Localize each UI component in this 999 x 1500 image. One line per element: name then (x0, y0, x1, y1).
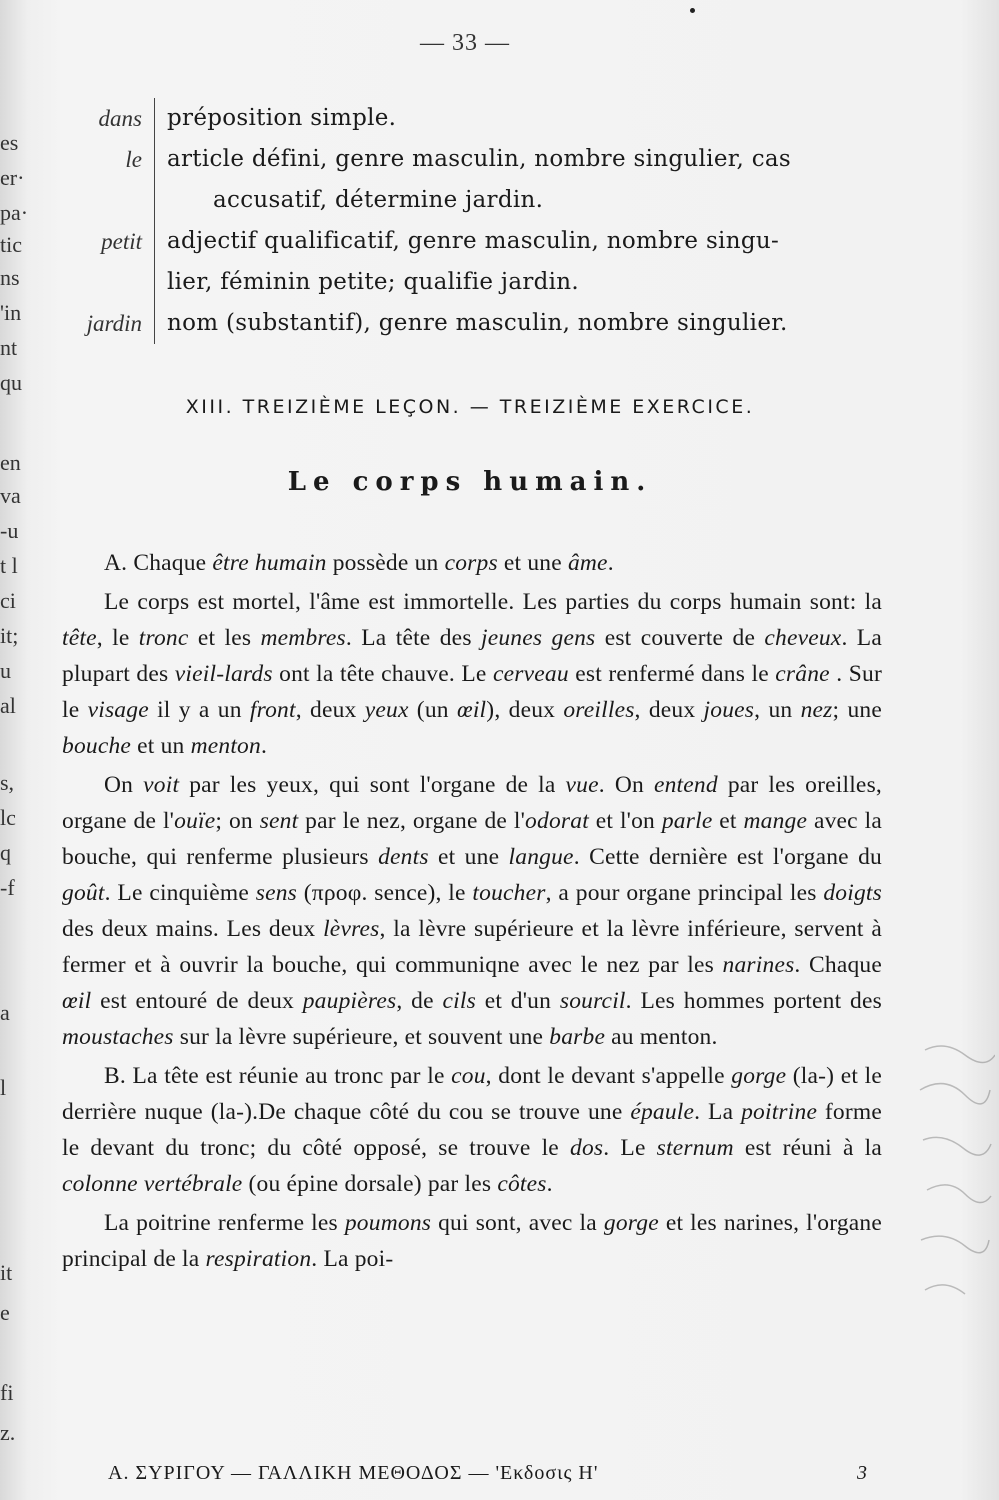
vocabulary-term: cils (442, 988, 476, 1014)
text-segment: des deux mains. Les deux (62, 916, 324, 942)
text-segment: il y a un (148, 697, 250, 723)
vocabulary-term: voit (143, 772, 180, 798)
page-number: — 33 — (420, 30, 510, 56)
edge-fragment: en (0, 450, 21, 475)
vocabulary-term: narines (722, 952, 795, 978)
paragraph-b-trunk (62, 1058, 882, 1202)
edge-fragment: al (0, 693, 16, 718)
text-segment: sur la lèvre supérieure, et souvent une (173, 1024, 550, 1050)
vocabulary-term: oreilles (563, 697, 635, 723)
text-segment: , a pour organe principal les (545, 880, 824, 906)
analysis-row (52, 221, 892, 262)
vocabulary-term: vieil-lards (174, 661, 273, 687)
text-segment: . Les hommes portent des (625, 988, 882, 1014)
text-segment: , dont le devant s'appelle (485, 1063, 732, 1089)
text-segment: . La (694, 1099, 742, 1125)
analysis-description-text: lier, féminin petite; qualifie jardin. (167, 269, 580, 295)
edge-fragment: t l (0, 553, 18, 578)
text-segment: et l'on (588, 808, 662, 834)
text-segment: . (260, 733, 268, 759)
text-segment: (la-) et le derrière nuque (la-).De chaque côté du cou se trouve une (62, 1063, 882, 1125)
vocabulary-term: doigts (823, 880, 882, 906)
text-segment: . Le (603, 1135, 657, 1161)
vocabulary-term: menton (190, 733, 261, 759)
analysis-description-text: préposition simple. (167, 105, 397, 131)
vocabulary-term: œil (456, 697, 487, 723)
edge-fragment: -u (0, 518, 19, 543)
analysis-word (52, 262, 155, 303)
vocabulary-term: œil (62, 988, 92, 1014)
vocabulary-term: cheveux (764, 625, 842, 651)
text-segment: est couverte de (595, 625, 765, 651)
analysis-description-text: article défini, genre masculin, nombre singulier, cas (167, 146, 792, 172)
vocabulary-term: gorge (731, 1063, 787, 1089)
vocabulary-term: poitrine (741, 1099, 818, 1125)
text-segment: est entouré de deux (91, 988, 303, 1014)
vocabulary-term: tête (62, 625, 97, 651)
text-segment: . (546, 1171, 553, 1197)
vocabulary-term: moustaches (62, 1024, 174, 1050)
vocabulary-term: langue (508, 844, 574, 870)
vocabulary-term: barbe (549, 1024, 606, 1050)
text-segment: . Sur le (62, 661, 882, 723)
lesson-heading: XIII. TREIZIÈME LEÇON. — TREIZIÈME EXERCICE. (185, 396, 755, 418)
text-segment: ), deux (486, 697, 564, 723)
text-segment: . Le cinquième (104, 880, 256, 906)
vocabulary-term: parle (661, 808, 713, 834)
edge-fragment: s, (0, 770, 15, 795)
vocabulary-term: visage (87, 697, 149, 723)
edge-fragment: a (0, 1000, 10, 1025)
vocabulary-term: être humain (212, 550, 327, 576)
text-segment: est renfermé dans le (568, 661, 776, 687)
edge-fragment: ci (0, 588, 16, 613)
edge-fragment: tic (0, 232, 22, 257)
text-segment: On (104, 772, 144, 798)
vocabulary-term: front (249, 697, 296, 723)
footer-publisher: Α. ΣΥΡΙΓΟΥ — ΓΑΛΛΙΚΗ ΜΕΘΟΔΟΣ — 'Εκδοσις Η' (108, 1462, 599, 1484)
text-segment: . La tête des (345, 625, 481, 651)
text-segment: . La poi- (311, 1246, 394, 1272)
vocabulary-term: crâne (775, 661, 830, 687)
section-title: Le corps humain. (287, 467, 653, 497)
grammatical-analysis-table (52, 98, 892, 344)
edge-fragment: it; (0, 623, 19, 648)
vocabulary-term: sent (259, 808, 299, 834)
edge-fragment: e (0, 1300, 10, 1325)
text-segment: (ou épine dorsale) par les (242, 1171, 498, 1197)
vocabulary-term: sourcil (559, 988, 626, 1014)
text-segment: , deux (295, 697, 365, 723)
text-segment: par les oreilles, organe de l' (62, 772, 882, 834)
vocabulary-term: membres (260, 625, 346, 651)
vocabulary-term: cerveau (493, 661, 569, 687)
analysis-row (52, 262, 892, 303)
edge-fragment: 'in (0, 300, 22, 325)
vocabulary-term: vue (565, 772, 599, 798)
text-segment: par les yeux, qui sont l'organe de la (179, 772, 566, 798)
edge-fragment: va (0, 483, 21, 508)
text-segment: et un (131, 733, 191, 759)
vocabulary-term: nez (800, 697, 833, 723)
ink-dot (690, 8, 695, 13)
text-segment: , un (754, 697, 801, 723)
vocabulary-term: dents (378, 844, 429, 870)
edge-fragment: es (0, 130, 19, 155)
text-segment: ; on (215, 808, 260, 834)
text-segment: au menton. (605, 1024, 718, 1050)
text-segment: . La plupart des (62, 625, 882, 687)
vocabulary-term: jeunes gens (480, 625, 596, 651)
vocabulary-term: yeux (364, 697, 409, 723)
text-segment: Le corps est mortel, l'âme est immortelle. Les parties du corps humain sont: la (104, 589, 882, 615)
vocabulary-term: corps (444, 550, 498, 576)
vocabulary-term: gorge (603, 1210, 659, 1236)
text-segment: , de (396, 988, 443, 1014)
analysis-word: jardin (52, 303, 155, 344)
analysis-description (155, 262, 892, 303)
text-segment: et (712, 808, 744, 834)
edge-fragment: z. (0, 1420, 16, 1445)
edge-fragment: -f (0, 875, 15, 900)
analysis-description (155, 303, 892, 344)
paragraph-respiration (62, 1205, 882, 1277)
text-segment: ont la tête chauve. Le (272, 661, 493, 687)
analysis-description-text: nom (substantif), genre masculin, nombre singulier. (167, 310, 788, 336)
analysis-description-continued: accusatif, détermine jardin. (213, 187, 544, 213)
text-segment: par le nez, organe de l' (298, 808, 526, 834)
analysis-row (52, 303, 892, 344)
footer-signature-number: 3 (857, 1462, 868, 1484)
vocabulary-term: tronc (138, 625, 189, 651)
text-segment: et une (497, 550, 568, 576)
text-segment: et d'un (475, 988, 560, 1014)
vocabulary-term: mange (743, 808, 808, 834)
handwritten-marginal-note (915, 1030, 995, 1330)
edge-fragment: nt (0, 335, 18, 360)
paragraph-body-parts (62, 584, 882, 764)
edge-fragment: ns (0, 265, 20, 290)
text-segment: , le (96, 625, 139, 651)
vocabulary-term: entend (653, 772, 718, 798)
paragraph-senses (62, 767, 882, 1055)
text-segment: et les narines, l'organe principal de la (62, 1210, 882, 1272)
text-segment: avec la bouche, qui renferme plusieurs (62, 808, 883, 870)
page-footer (108, 1462, 868, 1485)
vocabulary-term: goût (62, 880, 105, 906)
text-segment: , deux (634, 697, 704, 723)
text-segment: ; une (832, 697, 882, 723)
analysis-word: petit (52, 221, 155, 262)
vocabulary-term: colonne vertébrale (62, 1171, 243, 1197)
vocabulary-term: côtes (497, 1171, 547, 1197)
paragraph-a-intro (62, 545, 882, 581)
vocabulary-term: poumons (344, 1210, 432, 1236)
edge-fragment: er· (0, 165, 25, 190)
lesson-text (62, 545, 882, 1280)
vocabulary-term: bouche (62, 733, 132, 759)
text-segment: (un (408, 697, 457, 723)
vocabulary-term: épaule (630, 1099, 695, 1125)
text-segment: . Cette dernière est l'organe du (573, 844, 882, 870)
edge-fragment: q (0, 840, 11, 865)
analysis-description (155, 139, 892, 221)
analysis-row (52, 98, 892, 139)
text-segment: , la lèvre supérieure et la lèvre inférieure, servent à fermer et à ouvrir la bouche, qui communiqne avec le nez par les (62, 916, 882, 978)
text-segment: . (607, 550, 614, 576)
edge-fragment: pa· (0, 200, 29, 225)
edge-fragment: qu (0, 370, 22, 395)
edge-fragment: u (0, 658, 11, 683)
vocabulary-term: sens (255, 880, 298, 906)
vocabulary-term: toucher (472, 880, 546, 906)
edge-fragment: fi (0, 1380, 14, 1405)
vocabulary-term: âme (567, 550, 608, 576)
analysis-row (52, 139, 892, 221)
analysis-word: dans (52, 98, 155, 139)
text-segment: A. Chaque (104, 550, 213, 576)
analysis-description-text: adjectif qualificatif, genre masculin, nombre singu- (167, 228, 780, 254)
vocabulary-term: cou (451, 1063, 486, 1089)
text-segment: La poitrine renferme les (104, 1210, 345, 1236)
edge-fragment: l (0, 1075, 7, 1100)
vocabulary-term: odorat (525, 808, 589, 834)
text-segment: est réuni à la (733, 1135, 882, 1161)
text-segment: et une (428, 844, 509, 870)
text-segment: B. La tête est réunie au tronc par le (104, 1063, 452, 1089)
text-segment: qui sont, avec la (431, 1210, 604, 1236)
analysis-description (155, 98, 892, 139)
vocabulary-term: dos (570, 1135, 604, 1161)
edge-fragment: it (0, 1260, 13, 1285)
text-segment: . On (598, 772, 654, 798)
vocabulary-term: lèvres (323, 916, 380, 942)
text-segment: forme le devant du tronc; du côté opposé, se trouve le (62, 1099, 882, 1161)
text-segment: (προφ. sence), le (297, 880, 473, 906)
vocabulary-term: paupières (302, 988, 397, 1014)
edge-fragment: lc (0, 805, 16, 830)
vocabulary-term: joues (703, 697, 755, 723)
vocabulary-term: ouïe (174, 808, 216, 834)
analysis-description (155, 221, 892, 262)
text-segment: . Chaque (794, 952, 882, 978)
text-segment: possède un (326, 550, 445, 576)
text-segment: et les (188, 625, 261, 651)
vocabulary-term: sternum (656, 1135, 734, 1161)
analysis-word: le (52, 139, 155, 221)
vocabulary-term: respiration (205, 1246, 312, 1272)
